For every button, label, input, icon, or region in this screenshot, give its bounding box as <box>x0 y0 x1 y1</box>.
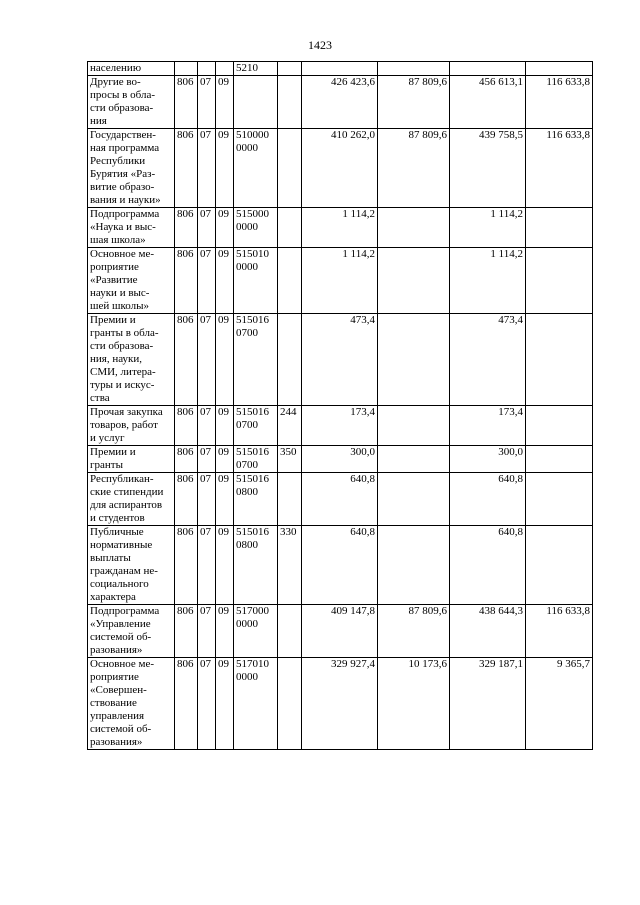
section-code-cell: 07 <box>198 406 216 446</box>
expense-type-cell <box>278 62 302 76</box>
item-name-line: туры и искус- <box>90 379 155 391</box>
item-name-line: и услуг <box>90 432 125 444</box>
amount-3-cell: 473,4 <box>450 314 526 406</box>
target-article-part: 0000 <box>236 671 258 683</box>
table-row <box>88 605 593 658</box>
section-code-cell: 07 <box>198 446 216 473</box>
item-name-line: СМИ, литера- <box>90 366 156 378</box>
item-name-line: витие образо- <box>90 181 155 193</box>
dept-code-cell: 806 <box>175 129 198 208</box>
subsection-code-cell: 09 <box>216 526 234 605</box>
dept-code-cell: 806 <box>175 473 198 526</box>
section-code-cell: 07 <box>198 658 216 750</box>
item-name-line: гранты в обла- <box>90 327 159 339</box>
amount-2-cell <box>378 248 450 314</box>
amount-1-cell: 410 262,0 <box>302 129 378 208</box>
expense-type-cell <box>278 605 302 658</box>
amount-3-cell: 300,0 <box>450 446 526 473</box>
item-name-line: ские стипендии <box>90 486 164 498</box>
item-name-line: ния, науки, <box>90 353 143 365</box>
amount-1-cell: 409 147,8 <box>302 605 378 658</box>
target-article-part: 515010 <box>236 248 269 260</box>
amount-1-cell: 473,4 <box>302 314 378 406</box>
item-name-line: Основное ме- <box>90 248 155 260</box>
amount-2-cell <box>378 62 450 76</box>
section-code-cell: 07 <box>198 208 216 248</box>
target-article-part: 0700 <box>236 419 258 431</box>
amount-3-cell: 640,8 <box>450 526 526 605</box>
item-name-line: Бурятия «Раз- <box>90 168 156 180</box>
target-article-cell <box>234 248 278 314</box>
table-row <box>88 208 593 248</box>
item-name-line: сти образова- <box>90 340 154 352</box>
amount-2-cell <box>378 314 450 406</box>
target-article-part: 0000 <box>236 261 258 273</box>
amount-4-cell <box>526 446 593 473</box>
amount-4-cell: 9 365,7 <box>526 658 593 750</box>
amount-4-cell <box>526 208 593 248</box>
amount-3-cell: 439 758,5 <box>450 129 526 208</box>
amount-1-cell: 1 114,2 <box>302 208 378 248</box>
item-name-line: Премии и <box>90 446 136 458</box>
item-name-line: Подпрограмма <box>90 605 160 617</box>
item-name-line: роприятие <box>90 261 139 273</box>
target-article-part: 515016 <box>236 526 269 538</box>
item-name-line: Публичные <box>90 526 144 538</box>
amount-2-cell: 87 809,6 <box>378 605 450 658</box>
section-code-cell: 07 <box>198 473 216 526</box>
subsection-code-cell: 09 <box>216 248 234 314</box>
item-name-line: «Наука и выс- <box>90 221 156 233</box>
item-name-line: просы в обла- <box>90 89 155 101</box>
subsection-code-cell: 09 <box>216 473 234 526</box>
item-name-line: и студентов <box>90 512 145 524</box>
amount-3-cell: 640,8 <box>450 473 526 526</box>
item-name-line: роприятие <box>90 671 139 683</box>
dept-code-cell <box>175 62 198 76</box>
target-article-cell <box>234 76 278 129</box>
dept-code-cell: 806 <box>175 446 198 473</box>
expense-type-cell: 244 <box>278 406 302 446</box>
dept-code-cell: 806 <box>175 658 198 750</box>
amount-3-cell: 1 114,2 <box>450 248 526 314</box>
expense-type-cell <box>278 76 302 129</box>
item-name-line: ния <box>90 115 107 127</box>
item-name-line: ства <box>90 392 110 404</box>
item-name-line: «Управление <box>90 618 151 630</box>
target-article-part: 5210 <box>236 62 258 74</box>
expense-type-cell: 350 <box>278 446 302 473</box>
amount-3-cell: 329 187,1 <box>450 658 526 750</box>
dept-code-cell: 806 <box>175 406 198 446</box>
section-code-cell <box>198 62 216 76</box>
item-name-line: ствование <box>90 697 137 709</box>
amount-1-cell <box>302 62 378 76</box>
amount-2-cell <box>378 473 450 526</box>
subsection-code-cell <box>216 62 234 76</box>
amount-4-cell: 116 633,8 <box>526 605 593 658</box>
amount-3-cell: 1 114,2 <box>450 208 526 248</box>
expense-type-cell <box>278 314 302 406</box>
target-article-part: 0800 <box>236 486 258 498</box>
item-name-line: населению <box>90 62 142 74</box>
subsection-code-cell: 09 <box>216 129 234 208</box>
target-article-cell <box>234 526 278 605</box>
amount-3-cell: 173,4 <box>450 406 526 446</box>
amount-4-cell <box>526 248 593 314</box>
item-name-cell <box>88 314 175 406</box>
section-code-cell: 07 <box>198 605 216 658</box>
target-article-part: 517000 <box>236 605 269 617</box>
expense-type-cell <box>278 248 302 314</box>
item-name-line: Государствен- <box>90 129 156 141</box>
item-name-cell <box>88 62 175 76</box>
item-name-line: управления <box>90 710 145 722</box>
expense-type-cell <box>278 658 302 750</box>
table-row <box>88 658 593 750</box>
target-article-part: 510000 <box>236 129 269 141</box>
expense-type-cell <box>278 208 302 248</box>
amount-2-cell <box>378 526 450 605</box>
amount-2-cell: 87 809,6 <box>378 76 450 129</box>
target-article-part: 515016 <box>236 406 269 418</box>
target-article-part: 0000 <box>236 221 258 233</box>
section-code-cell: 07 <box>198 129 216 208</box>
item-name-line: сти образова- <box>90 102 154 114</box>
item-name-cell <box>88 473 175 526</box>
item-name-cell <box>88 406 175 446</box>
target-article-part: 515000 <box>236 208 269 220</box>
budget-table <box>87 61 593 750</box>
item-name-cell <box>88 446 175 473</box>
item-name-line: для аспирантов <box>90 499 163 511</box>
target-article-cell <box>234 658 278 750</box>
item-name-line: «Развитие <box>90 274 138 286</box>
item-name-cell <box>88 208 175 248</box>
subsection-code-cell: 09 <box>216 605 234 658</box>
item-name-line: Основное ме- <box>90 658 155 670</box>
target-article-cell <box>234 605 278 658</box>
table-row <box>88 129 593 208</box>
amount-1-cell: 300,0 <box>302 446 378 473</box>
dept-code-cell: 806 <box>175 605 198 658</box>
table-row <box>88 76 593 129</box>
amount-1-cell: 173,4 <box>302 406 378 446</box>
item-name-cell <box>88 76 175 129</box>
item-name-line: гранты <box>90 459 123 471</box>
item-name-line: выплаты <box>90 552 131 564</box>
target-article-cell <box>234 208 278 248</box>
item-name-line: Подпрограмма <box>90 208 160 220</box>
item-name-line: науки и выс- <box>90 287 150 299</box>
target-article-part: 0000 <box>236 618 258 630</box>
target-article-cell <box>234 473 278 526</box>
target-article-part: 515016 <box>236 473 269 485</box>
item-name-cell <box>88 248 175 314</box>
amount-1-cell: 640,8 <box>302 473 378 526</box>
amount-3-cell <box>450 62 526 76</box>
amount-4-cell <box>526 526 593 605</box>
expense-type-cell: 330 <box>278 526 302 605</box>
table-row <box>88 248 593 314</box>
target-article-cell <box>234 406 278 446</box>
page-number: 1423 <box>308 38 332 52</box>
section-code-cell: 07 <box>198 76 216 129</box>
item-name-cell <box>88 658 175 750</box>
item-name-line: ная программа <box>90 142 160 154</box>
item-name-cell <box>88 605 175 658</box>
item-name-cell <box>88 526 175 605</box>
dept-code-cell: 806 <box>175 76 198 129</box>
section-code-cell: 07 <box>198 314 216 406</box>
target-article-part: 0800 <box>236 539 258 551</box>
item-name-line: шая школа» <box>90 234 146 246</box>
item-name-line: «Совершен- <box>90 684 147 696</box>
amount-2-cell <box>378 446 450 473</box>
amount-1-cell: 329 927,4 <box>302 658 378 750</box>
table-row <box>88 314 593 406</box>
item-name-line: гражданам не- <box>90 565 158 577</box>
item-name-line: нормативные <box>90 539 153 551</box>
target-article-cell <box>234 129 278 208</box>
item-name-line: товаров, работ <box>90 419 158 431</box>
table-row <box>88 526 593 605</box>
table-row <box>88 406 593 446</box>
item-name-line: Другие во- <box>90 76 141 88</box>
amount-4-cell <box>526 314 593 406</box>
item-name-line: шей школы» <box>90 300 149 312</box>
dept-code-cell: 806 <box>175 248 198 314</box>
dept-code-cell: 806 <box>175 314 198 406</box>
item-name-line: разования» <box>90 736 143 748</box>
subsection-code-cell: 09 <box>216 314 234 406</box>
section-code-cell: 07 <box>198 526 216 605</box>
amount-3-cell: 438 644,3 <box>450 605 526 658</box>
dept-code-cell: 806 <box>175 526 198 605</box>
target-article-part: 0700 <box>236 459 258 471</box>
amount-4-cell <box>526 473 593 526</box>
dept-code-cell: 806 <box>175 208 198 248</box>
target-article-part: 515016 <box>236 446 269 458</box>
table-row <box>88 62 593 76</box>
item-name-line: разования» <box>90 644 143 656</box>
amount-1-cell: 640,8 <box>302 526 378 605</box>
subsection-code-cell: 09 <box>216 208 234 248</box>
item-name-line: Премии и <box>90 314 136 326</box>
amount-1-cell: 426 423,6 <box>302 76 378 129</box>
subsection-code-cell: 09 <box>216 658 234 750</box>
amount-2-cell <box>378 208 450 248</box>
amount-1-cell: 1 114,2 <box>302 248 378 314</box>
target-article-part: 515016 <box>236 314 269 326</box>
section-code-cell: 07 <box>198 248 216 314</box>
item-name-line: Прочая закупка <box>90 406 163 418</box>
table-row <box>88 446 593 473</box>
amount-2-cell <box>378 406 450 446</box>
item-name-line: системой об- <box>90 631 152 643</box>
target-article-part: 0000 <box>236 142 258 154</box>
item-name-line: Республики <box>90 155 146 167</box>
subsection-code-cell: 09 <box>216 446 234 473</box>
target-article-cell <box>234 314 278 406</box>
item-name-cell <box>88 129 175 208</box>
amount-3-cell: 456 613,1 <box>450 76 526 129</box>
amount-4-cell: 116 633,8 <box>526 76 593 129</box>
expense-type-cell <box>278 129 302 208</box>
item-name-line: вания и науки» <box>90 194 161 206</box>
amount-4-cell <box>526 406 593 446</box>
item-name-line: характера <box>90 591 136 603</box>
item-name-line: системой об- <box>90 723 152 735</box>
target-article-part: 0700 <box>236 327 258 339</box>
target-article-part: 517010 <box>236 658 269 670</box>
subsection-code-cell: 09 <box>216 76 234 129</box>
subsection-code-cell: 09 <box>216 406 234 446</box>
expense-type-cell <box>278 473 302 526</box>
target-article-cell <box>234 446 278 473</box>
amount-4-cell <box>526 62 593 76</box>
amount-4-cell: 116 633,8 <box>526 129 593 208</box>
item-name-line: Республикан- <box>90 473 154 485</box>
target-article-cell <box>234 62 278 76</box>
amount-2-cell: 10 173,6 <box>378 658 450 750</box>
item-name-line: социального <box>90 578 149 590</box>
table-row <box>88 473 593 526</box>
amount-2-cell: 87 809,6 <box>378 129 450 208</box>
